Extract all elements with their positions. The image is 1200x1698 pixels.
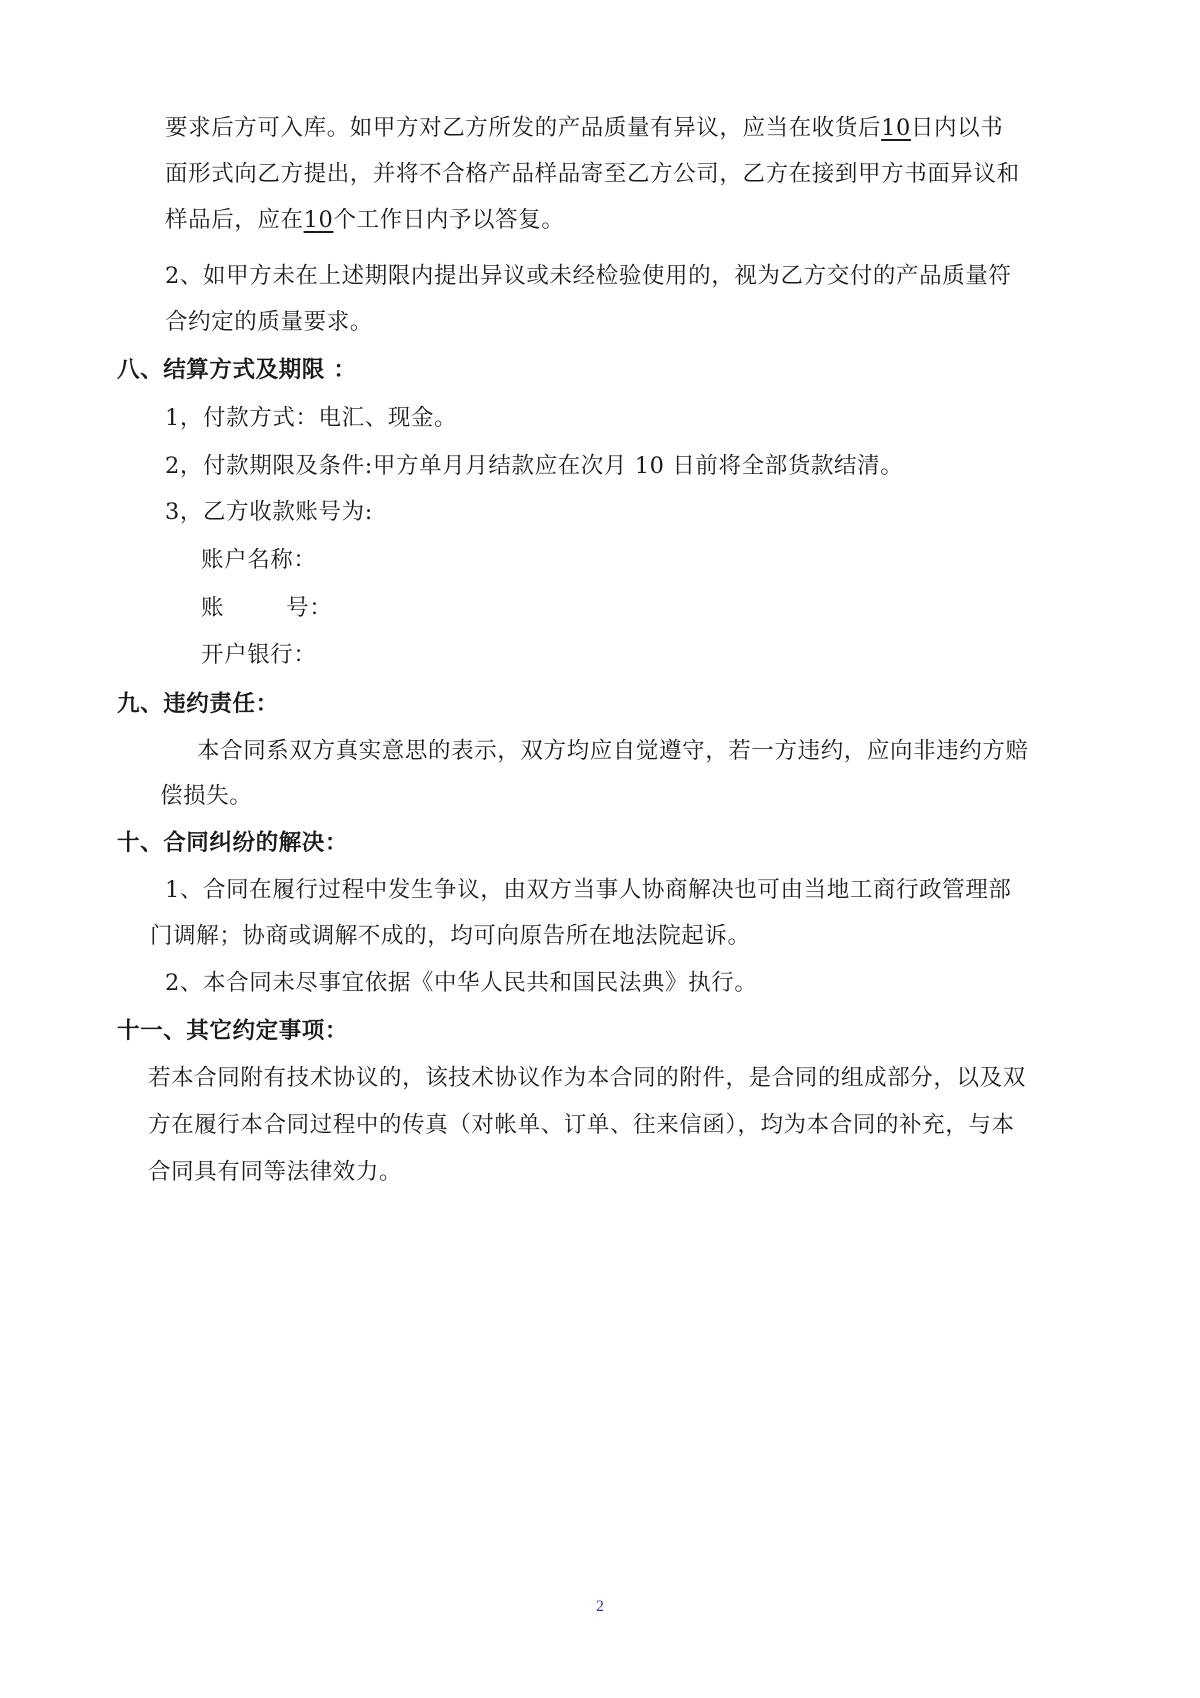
other-terms-line-2: 方在履行本合同过程中的传真（对帐单、订单、往来信函），均为本合同的补充，与本 — [148, 1112, 1015, 1138]
text-segment: 日内以书 — [910, 115, 1004, 141]
text-segment: 样品后，应在 — [165, 207, 304, 233]
account-info-item: 3，乙方收款账号为: — [165, 499, 373, 525]
dispute-clause-2: 2、本合同未尽事宜依据《中华人民共和国民法典》执行。 — [165, 970, 758, 996]
dispute-clause-1-line-1: 1、合同在履行过程中发生争议，由双方当事人协商解决也可由当地工商行政管理部 — [165, 877, 1012, 903]
section-10-heading: 十、合同纠纷的解决： — [117, 830, 349, 856]
underlined-days-value: 10 — [303, 207, 334, 233]
quality-clause-2-line-2: 合约定的质量要求。 — [165, 309, 373, 335]
page-number: 2 — [596, 1598, 604, 1615]
account-name-label: 账户名称： — [201, 547, 317, 573]
quality-clause-2-line-1: 2、如甲方未在上述期限内提出异议或未经检验使用的，视为乙方交付的产品质量符 — [165, 263, 1012, 289]
underlined-days-value: 10 — [881, 115, 911, 141]
payment-terms-item: 2，付款期限及条件:甲方单月月结款应在次月 10 日前将全部货款结清。 — [165, 453, 904, 479]
other-terms-line-1: 若本合同附有技术协议的，该技术协议作为本合同的附件，是合同的组成部分，以及双 — [148, 1065, 1026, 1091]
text-segment: 要求后方可入库。如甲方对乙方所发的产品质量有异议，应当在收货后 — [165, 115, 882, 141]
account-number-label: 账 号： — [201, 595, 333, 621]
other-terms-line-3: 合同具有同等法律效力。 — [148, 1159, 403, 1185]
payment-method-item: 1，付款方式：电汇、现金。 — [165, 405, 458, 431]
bank-label: 开户银行： — [201, 642, 317, 668]
section-8-heading: 八、结算方式及期限 ： — [117, 357, 357, 383]
breach-paragraph-line-2: 偿损失。 — [160, 783, 253, 809]
quality-paragraph-line-2: 面形式向乙方提出，并将不合格产品样品寄至乙方公司，乙方在接到甲方书面异议和 — [165, 161, 1020, 187]
breach-paragraph-line-1: 本合同系双方真实意思的表示，双方均应自觉遵守，若一方违约，应向非违约方赔 — [197, 738, 1029, 764]
section-11-heading: 十一、其它约定事项： — [117, 1018, 349, 1044]
text-segment: 个工作日内予以答复。 — [333, 207, 565, 233]
dispute-clause-1-line-2: 门调解；协商或调解不成的，均可向原告所在地法院起诉。 — [150, 923, 751, 949]
section-9-heading: 九、违约责任： — [117, 691, 279, 717]
quality-paragraph-line-3 — [165, 205, 564, 235]
quality-paragraph-line-1 — [165, 113, 1003, 143]
